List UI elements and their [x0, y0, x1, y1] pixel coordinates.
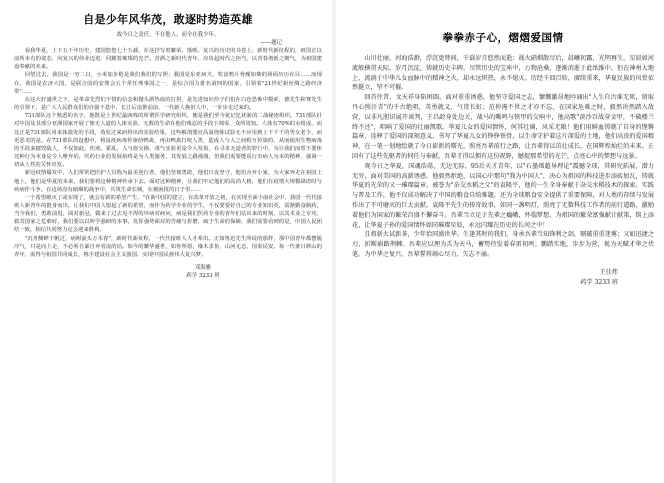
left-paragraph-3: 在这大好盛世之下，是革命先烈们不惜的信念和抛头洒热血的打拼，是先进知识份子们们在白色恐怖中摸索，德先生和赛先生的引领下，是广大人民群众们的自强不息中，长江后浪推前浪，一代新人换旧人中，一步步走过来的。	[14, 96, 322, 112]
right-essay-title: 拳拳赤子心，熠熠爱国情	[442, 32, 564, 44]
left-author-name: 邓海雅	[194, 265, 212, 272]
right-author-class: 药学 3233 班	[580, 278, 618, 286]
left-author-signature	[14, 264, 322, 280]
left-essay-title: 自是少年风华茂，敢逐时势造英雄	[83, 13, 253, 26]
left-author-class: 药学 3233 班	[186, 273, 220, 280]
right-essay-page	[336, 0, 664, 483]
right-paragraph-2: 回首往昔，文天祥身陷困圄，面对重重诱惑，他坚守爱国之志，慷慨激昂地吟诵出"人生自古谁无死，留取丹心照汗青"的千古绝唱，英勇就义，气贯长虹；范仲淹不世之才亦不忘，在国家危难之时，毅然决然踏入敌营，以非凡胆识展开谈判，王昌龄身处边关，战马的嘶鸣与铁甲的交响中，他高歌"黄沙百战穿金甲，不破楼兰终不还"，唱响了爱国的壮丽凯歌。华夏儿女的爱国情怀，何其壮阔，风采无限！他们用鲜血铸就了自身的铿锵篇章，诠释了爱国的深刻意义，书写了华夏儿女的铮铮铁骨，以生命守护着这片深爱的土地，他们高贵的爱国精神，在一笔一划地绘就了今日崭新的曙光，照亮吾辈前行之路，让吾辈得以茁壮成长，在国辉煌灿烂的未来。正因有了这些先驱者的伺任与奉献，吾辈才得以拥有这份祝野，撼捉那希望的光芒，点亮心中的梦想与远景。	[352, 94, 654, 160]
right-author-name: 王佳炜	[599, 268, 618, 276]
left-paragraph-7: "沉舟侧畔千帆过，病树前头万木春"，新时代新征程，一代代接班人人才辈出。正如鲁迅先生所说的那样，那中国青年都摆脱冷气，只是向上走，不必听自暴自弃者流的话。如今的繁华盛世，如你所愿，缘木求鱼，山河无恙，国泰民安。每一代谁日移山的青年，需得与祖国共同成长，携手建设社会主义强国，实现中国民族伟大复兴梦。	[14, 235, 322, 258]
right-paragraph-3: 观今日之华夏，国魂浩荡，无边无际。95后天才青年，以"石墨烯超导理论"震撼全球，其研究拓展，潜力无穷，面对美国的高薪诱惑，他毅然拒绝，以国心中那句"我为中国人"，决心为祖国的科技进步添砖加瓦，铸就华夏的光荣的又一璀璨篇章。被誉为"杂交水稻之父"的袁隆平，他的一生全身奉献于杂交水稻技术的探索、实践与普及工作，他不仅成功解决了中国的粮食自给难题，还为全球粮食安全提供了重要保障，对人类的存续与发展作出了不可磨灭的巨大贡献。袁隆平先生的传奇故事，如同一盏明灯，照亮了无数科技工作者的前行道路，激励着他们为国家的繁荣昌盛不懈奋斗。吾辈当立足于先辈之巍峨，怀揣梦想，为祖国的繁荣富强献计献策，铭上添花，让华夏子孙的爱国情怀如同璀璨星辰，永远闪耀在历史的长河之中！	[352, 162, 654, 229]
left-paragraph-6: 一个希望破灭了或实现了，就会有新的希望产生，"在新中国的建立，在改革开放之初，在实现全面小康社会中，我国一代代接班人新青年的挺身而出，让我们中国人愿起了新的希望，而作为药学专业的学生，不仅要要好自己的专业知识更，需渐勤奋制药，当今我们，勇敢前进，面对新冠，做来了过去见不得的坏病对病问，病是我们医药专业的青年们站出来的时刻，以其术业之专攻，救其国家之危难时，我们要以以所学强研的本事，发挥强势面对的苦痛与折磨，疏于生命的保障，我们需要看到的是，中国人民团结一致，相信共同努力定会迎来胜利。	[14, 194, 322, 234]
right-paragraph-4: 且将新火试新茶，少年恰同盛世华。生逢其时的我们，身承吾辈当知锋利之剑，剔破重重迷雾；又如迅捷之刃，折断崩路荆棘。吾辈应以理为舌为天马，蓄势待发着春雷初鸣；鹏踏实地，步步为营，视为天赋才华之伏笔。为中华之复兴，吾辈誓将竭心尽力，矢志不渝。	[352, 231, 654, 258]
left-paragraph-1: 看我华夏，上下五千年历史，建国悠悠七十五载，在这抒写着繁荣、落败、复兴的历史的书卷上，新时代新征程的，祖国正以前所未有的姿态，向复兴的伟业迈进，同耀着璀璨的光芒。昔酒之新时代青年，应负起时代之担当，以青春谱新之朝气，为祖国建设奉献的未来。	[14, 48, 322, 71]
right-author-signature	[352, 268, 654, 288]
left-paragraph-5: 新冠疫情爆发中，人们常常把医护人员称为最美逆行者，他们坚韧勇敢，他们日夜坚守，他们舍弃小家，为大家奔走在祖国土地上，他们是华夏的未来，我们要将这种精神传承下去。面对这种精神，让我们牢记他们的高尚人格，他们在疫情大规模肆虐时与疾病作斗争，在这场没有硝烟的战争中，共筑生命长城，在被困扰的日子里……	[14, 170, 322, 193]
left-paragraph-4: 731部队这个熟悉的名字，他既是上世纪最凶残的所谓医学研究组织，便是我们至今犹记忆犹新的二战秘密组织。731部队针对中国及其部分亚洲国家开展了惨无人道的人体实验，无数的生命在他们残忍的手段下凋零，众所周知。人体有70%的水组成，而这正是731部队用来体演发的手段，蒸发过来而得出的实验结果，这些解剖器官高温烧炼试验无不应用到上下千千的男女老少，而更恶劣的是，在731部队的设想中，将鼠疫病毒传染给鸭禽，再由鸭禽打咬人类，造成人与人之间相互传染的，从而使用生物病毒的手段来摧毁敌人，不仅如此，伤寒、霍乱，人与血交换、毒气实验更是令人发指，在寻求无道者的罪行中，为让我们而誓不要休这种行为本身是令人唾弃的，医药行业的发展始终是为人类服务，其发展之路漫漫，但我们需要能说行出病人为本的精神，强调一切从人性的关怀出发。	[14, 113, 322, 169]
left-essay-epigraph: 故今日之责任，不在他人，而全在我少年。	[116, 32, 220, 38]
left-paragraph-2: 回望过去，我国是一穷二白，小米加步枪是我们我们的写照；我国是东亚病夫，吹食鸦片骨瘦如柴的场面历历在目……而现在，我国是农济大国，是联合国的安理会五个常任理事国之一，是综合国力排名第四的国家，引领着"21世纪新丝绸之路经济带"……	[14, 72, 322, 95]
left-essay-epigraph-attribution: ——题记	[260, 40, 282, 46]
right-paragraph-1: 山川壮丽，河海浩渺，浮沉更替间，千载岁月悠然而逝；战火硝烟散尽后，晨曦初露，光明再生。星辰如河流般横贯天际，岁月沉淀，铸就历史丰碑。尽管历史的宝座中，万物沧桑，逐渐消逝于此纸维中，但在神州大地上，流淌于中华儿女血脉中的精神之火，却永远炽热，永不熄灭。历经千回百转，赓续重来，华夏民族的风骨依然挺立，坚不可摧。	[352, 55, 654, 92]
